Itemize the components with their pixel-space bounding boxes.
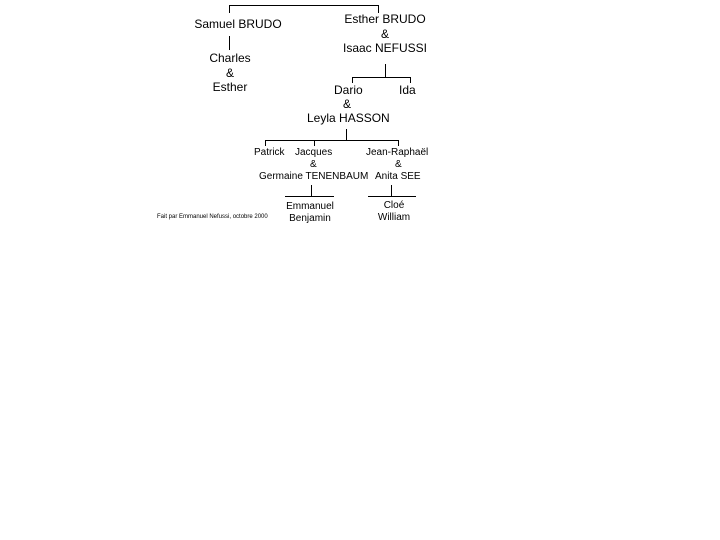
samuel-brudo-label: Samuel BRUDO [194,17,282,31]
couple-ampersand: & [380,26,389,41]
esther-isaac-couple [330,12,440,56]
william-label: William [377,212,411,223]
emmanuel-label: Emmanuel [286,201,334,212]
esther-label: Esther [212,80,248,94]
ida-label: Ida [399,83,416,97]
jacques-drop-line [314,140,315,146]
patrick-drop-line [265,140,266,146]
children-ampersand: & [225,65,234,80]
benjamin-label: Benjamin [289,213,331,224]
jean-raphael-children-line [391,185,392,196]
jean-raphael-drop-line [398,140,399,146]
dario-label: Dario [334,83,363,97]
nefussi-children-line [385,64,386,77]
dario-children-bar [265,140,399,141]
jacques-children-bar [285,196,334,197]
jacques-label: Jacques [295,147,333,158]
jacques-germaine-ampersand: & [310,159,317,170]
cloe-label: Cloé [383,200,405,211]
jean-raphael-children-bar [368,196,416,197]
jacques-children-line [311,185,312,196]
top-connector [229,5,379,6]
samuel-children [195,51,265,95]
charles-label: Charles [209,51,251,65]
isaac-nefussi-label: Isaac NEFUSSI [342,41,428,55]
jean-raphael-label: Jean-Raphaël [366,147,429,158]
samuel-children-line [229,36,230,50]
patrick-label: Patrick [254,147,285,158]
anita-see-label: Anita SEE [375,171,421,182]
dario-children-line [346,129,347,140]
leyla-hasson-label: Leyla HASSON [307,111,390,125]
dario-leyla-ampersand: & [343,97,352,111]
esther-brudo-label: Esther BRUDO [344,12,426,26]
jean-raphael-anita-ampersand: & [395,159,402,170]
jean-raphael-children [366,200,422,224]
nefussi-children-bar [352,77,411,78]
author-credit: Fait par Emmanuel Nefussi, octobre 2000 [157,214,268,220]
jacques-children [280,201,340,225]
samuel-drop-line [229,5,230,13]
germaine-tenenbaum-label: Germaine TENENBAUM [259,171,369,182]
